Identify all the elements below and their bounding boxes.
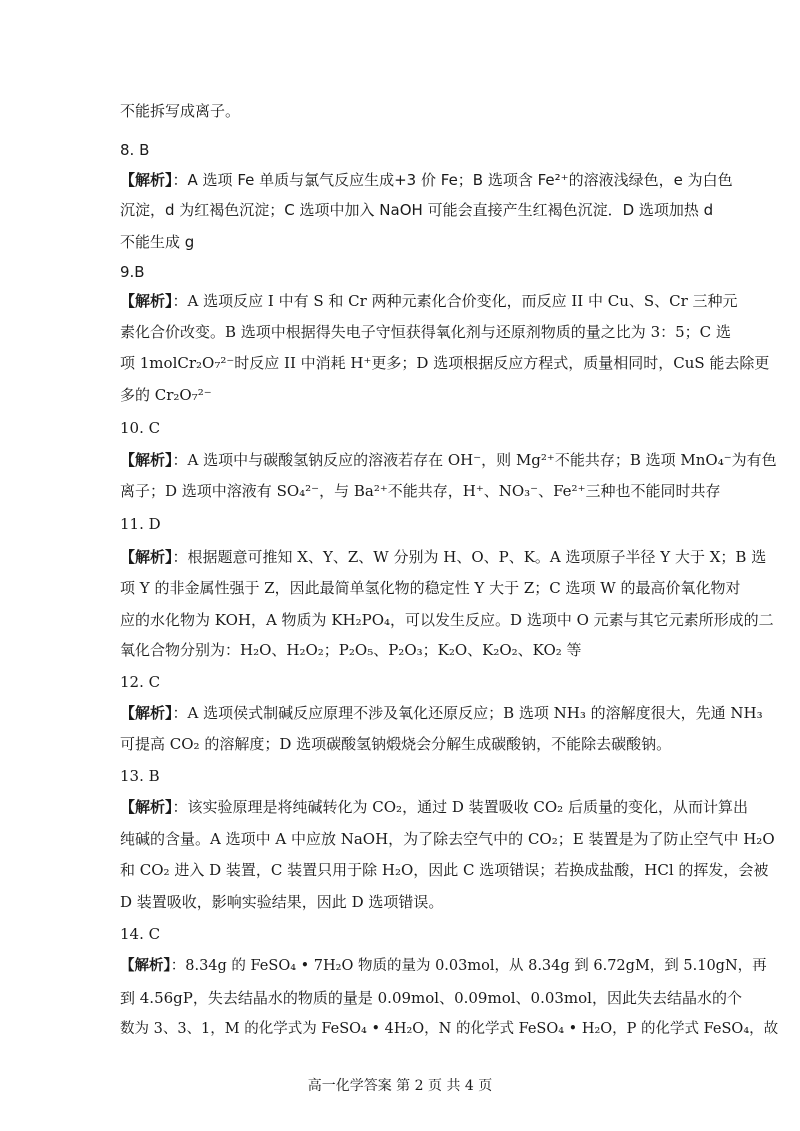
text-line: 多的 Cr₂O₇²⁻ [120, 386, 212, 404]
explanation-line: 【解析】：A 选项反应 I 中有 S 和 Cr 两种元素化合价变化，而反应 II 中 Cu、S、Cr 三种元 [120, 292, 738, 310]
text-line: 可提高 CO₂ 的溶解度；D 选项碳酸氢钠煅烧会分解生成碳酸钠，不能除去碳酸钠。 [120, 735, 672, 753]
explanation-tag: 【解析】 [120, 957, 171, 974]
explanation-line: 【解析】：A 选项侯式制碱反应原理不涉及氧化还原反应；B 选项 NH₃ 的溶解度很大，先通 NH₃ [120, 704, 763, 722]
explanation-tag: 【解析】 [120, 171, 173, 189]
text-line: 和 CO₂ 进入 D 装置，C 装置只用于除 H₂O，因此 C 选项错误；若换成盐酸，HCl 的挥发，会被 [120, 861, 769, 879]
text-line: 应的水化物为 KOH，A 物质为 KH₂PO₄，可以发生反应。D 选项中 O 元素与其它元素所形成的二 [120, 611, 774, 629]
question-number: 10. C [120, 419, 161, 437]
text-line: 不能生成 g [120, 233, 195, 251]
text-line: 素化合价改变。B 选项中根据得失电子守恒获得氧化剂与还原剂物质的量之比为 3：5；C 选 [120, 323, 731, 341]
question-number: 8. B [120, 141, 150, 159]
question-number: 13. B [120, 767, 160, 785]
text-line: 项 Y 的非金属性强于 Z，因此最简单氢化物的稳定性 Y 大于 Z；C 选项 W 的最高价氧化物对 [120, 579, 741, 597]
explanation-tag: 【解析】 [120, 451, 173, 469]
explanation-tag: 【解析】 [120, 292, 173, 310]
explanation-tag: 【解析】 [120, 798, 173, 816]
text-line: 离子；D 选项中溶液有 SO₄²⁻，与 Ba²⁺不能共存，H⁺、NO₃⁻、Fe²⁺三种也不能同时共存 [120, 482, 721, 500]
explanation-line: 【解析】：A 选项中与碳酸氢钠反应的溶液若存在 OH⁻，则 Mg²⁺不能共存；B 选项 MnO₄⁻为有色 [120, 451, 777, 469]
question-number: 12. C [120, 673, 161, 691]
text-line: 氧化合物分别为：H₂O、H₂O₂；P₂O₅、P₂O₃；K₂O、K₂O₂、KO₂ 等 [120, 641, 582, 659]
explanation-tag: 【解析】 [120, 548, 173, 566]
text-line: D 装置吸收，影响实验结果，因此 D 选项错误。 [120, 893, 444, 911]
question-number: 11. D [120, 515, 161, 533]
explanation-line: 【解析】：8.34g 的 FeSO₄ • 7H₂O 物质的量为 0.03mol，从 8.34g 到 6.72gM，到 5.10gN，再 [120, 957, 767, 974]
text-line: 纯碱的含量。A 选项中 A 中应放 NaOH，为了除去空气中的 CO₂；E 装置是为了防止空气中 H₂O [120, 830, 775, 848]
explanation-line: 【解析】：根据题意可推知 X、Y、Z、W 分别为 H、O、P、K。A 选项原子半径 Y 大于 X；B 选 [120, 548, 767, 566]
question-number: 14. C [120, 925, 161, 943]
explanation-tag: 【解析】 [120, 704, 173, 722]
explanation-line: 【解析】：该实验原理是将纯碱转化为 CO₂，通过 D 装置吸收 CO₂ 后质量的变化，从而计算出 [120, 798, 748, 816]
text-line: 到 4.56gP，失去结晶水的物质的量是 0.09mol、0.09mol、0.03mol，因此失去结晶水的个 [120, 989, 742, 1007]
text-line: 沉淀，d 为红褐色沉淀；C 选项中加入 NaOH 可能会直接产生红褐色沉淀．D 选项加热 d [120, 201, 714, 219]
question-number: 9.B [120, 263, 145, 281]
text-line: 不能拆写成离子。 [120, 102, 241, 120]
explanation-line: 【解析】：A 选项 Fe 单质与氯气反应生成+3 价 Fe；B 选项含 Fe²⁺的溶液浅绿色，e 为白色 [120, 171, 733, 189]
page-footer: 高一化学答案 第 2 页 共 4 页 [307, 1078, 493, 1094]
text-line: 项 1molCr₂O₇²⁻时反应 II 中消耗 H⁺更多；D 选项根据反应方程式，质量相同时，CuS 能去除更 [120, 354, 770, 372]
text-line: 数为 3、3、1，M 的化学式为 FeSO₄ • 4H₂O，N 的化学式 FeSO₄ • H₂O，P 的化学式 FeSO₄，故 [120, 1021, 779, 1037]
